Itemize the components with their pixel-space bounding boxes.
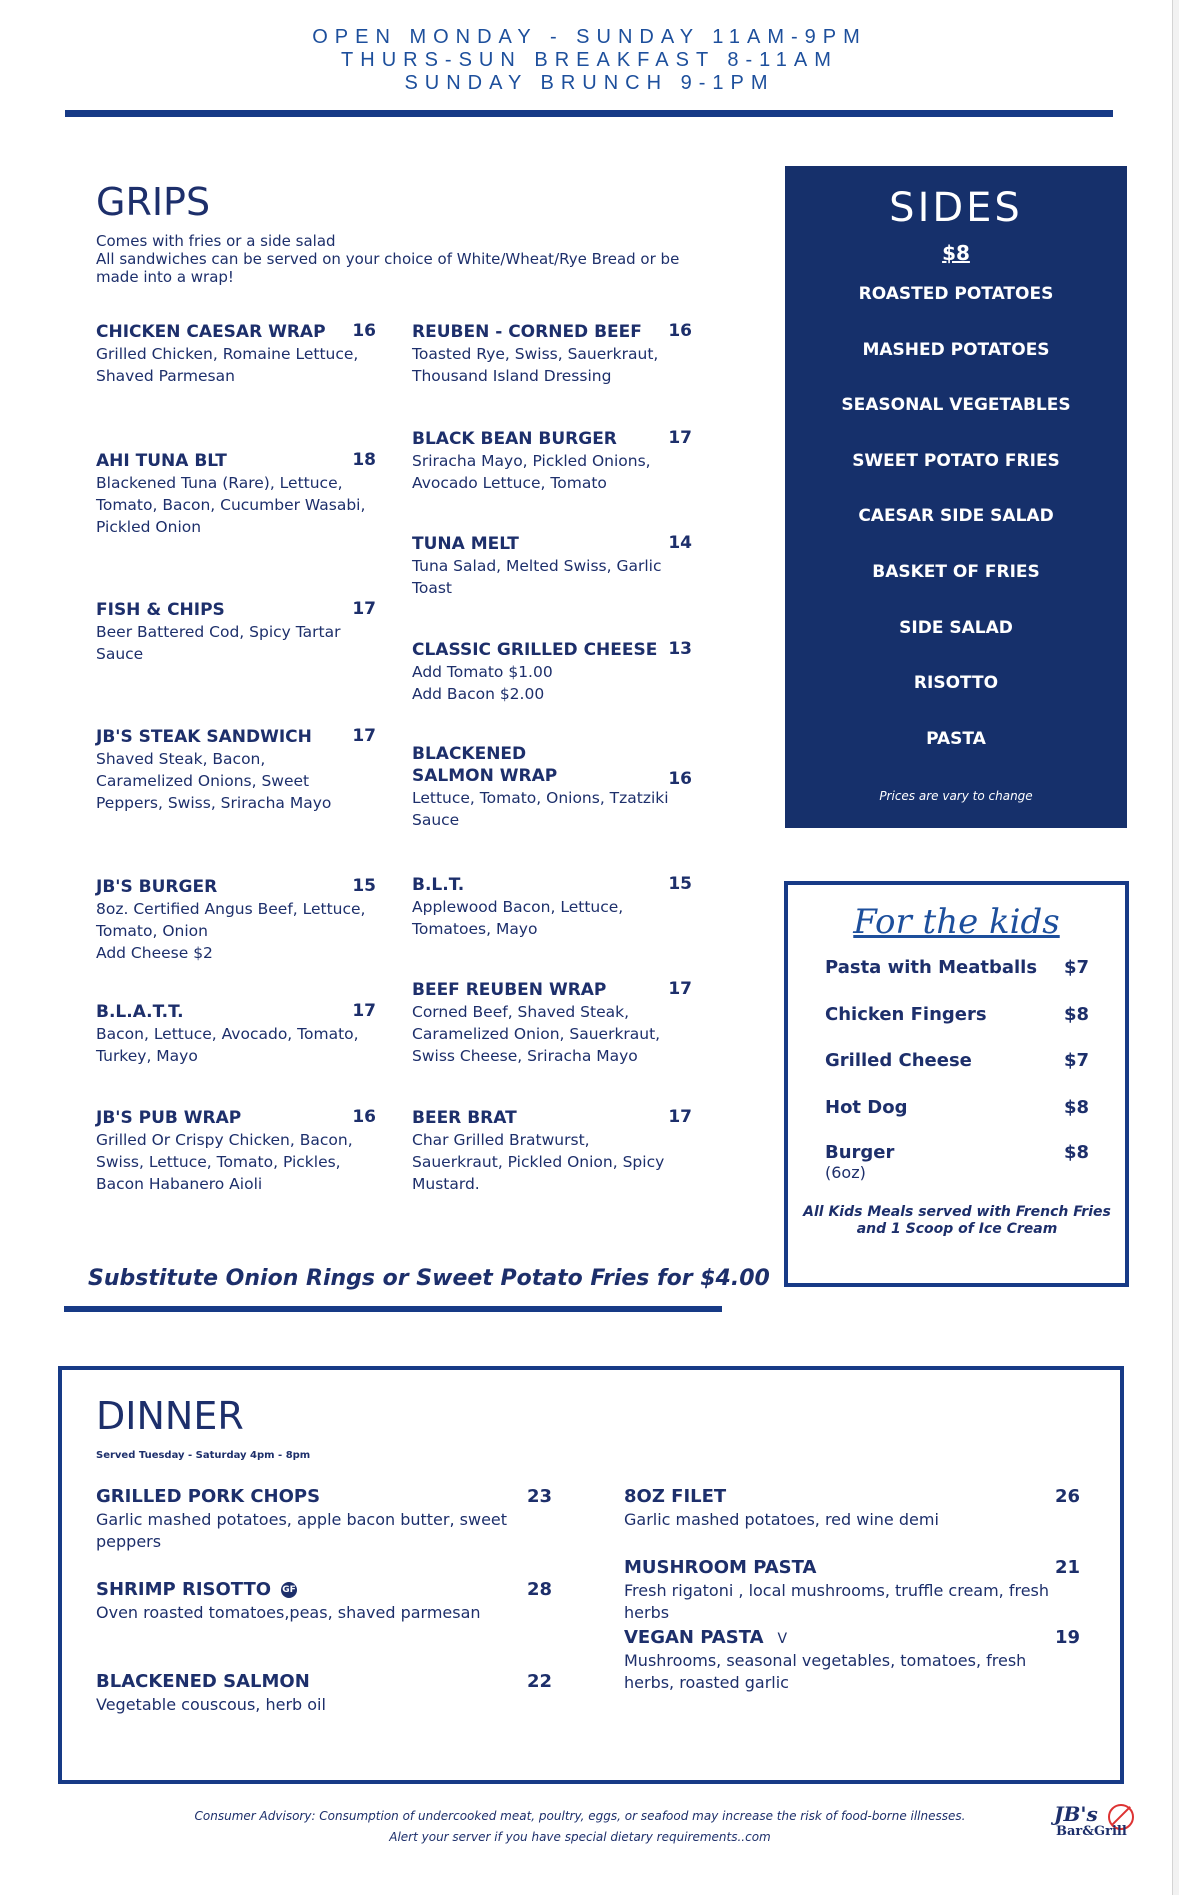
menu-item — [412, 1107, 692, 1195]
kids-item — [825, 957, 1089, 978]
item-name: SHRIMP RISOTTO — [96, 1579, 272, 1600]
item-name: FISH & CHIPS — [96, 600, 225, 620]
item-price: 18 — [352, 450, 376, 470]
kids-panel — [784, 881, 1129, 1287]
item-name: BLACKENED SALMON — [96, 1671, 310, 1692]
side-item: SWEET POTATO FRIES — [852, 450, 1060, 471]
gluten-free-icon: GF — [281, 1582, 297, 1598]
item-price: 22 — [526, 1671, 552, 1692]
dinner-item — [96, 1671, 552, 1716]
kids-item — [825, 1097, 1089, 1118]
kids-item — [825, 1050, 1089, 1071]
item-name: JB'S PUB WRAP — [96, 1108, 242, 1128]
item-price: 15 — [352, 876, 376, 896]
item-price: 16 — [668, 321, 692, 341]
menu-item — [96, 599, 376, 665]
kids-item-sub: (6oz) — [825, 1163, 866, 1182]
dinner-item — [624, 1627, 1080, 1694]
item-description: Mushrooms, seasonal vegetables, tomatoes, fresh herbs, roasted garlic — [624, 1651, 1027, 1692]
logo-subtext: Bar&Grill — [1056, 1824, 1127, 1839]
side-item: SEASONAL VEGETABLES — [841, 395, 1071, 416]
header-divider — [65, 110, 1113, 117]
sides-title: SIDES — [889, 185, 1023, 231]
menu-item — [412, 533, 692, 599]
side-item: PASTA — [926, 728, 986, 749]
menu-item — [96, 450, 376, 538]
kids-item-name: Grilled Cheese — [825, 1050, 972, 1071]
item-price: 17 — [352, 599, 376, 619]
dinner-item — [96, 1486, 552, 1553]
item-description: Toasted Rye, Swiss, Sauerkraut, Thousand Island Dressing — [412, 345, 659, 385]
item-price: 16 — [352, 1107, 376, 1127]
item-description: Beer Battered Cod, Spicy Tartar Sauce — [96, 623, 341, 663]
item-description: Sriracha Mayo, Pickled Onions, Avocado Lettuce, Tomato — [412, 452, 651, 492]
item-description: Grilled Chicken, Romaine Lettuce, Shaved Parmesan — [96, 345, 359, 385]
dinner-item — [624, 1486, 1080, 1531]
item-price: 13 — [668, 639, 692, 659]
item-name: CLASSIC GRILLED CHEESE — [412, 640, 658, 660]
item-price: 28 — [526, 1579, 552, 1600]
kids-item-name: Burger — [825, 1142, 895, 1163]
item-description: Blackened Tuna (Rare), Lettuce, Tomato, Bacon, Cucumber Wasabi, Pickled Onion — [96, 474, 366, 536]
item-name: AHI TUNA BLT — [96, 451, 227, 471]
menu-item — [412, 743, 692, 831]
side-item: RISOTTO — [913, 673, 999, 694]
substitute-note: Substitute Onion Rings or Sweet Potato Fries for $4.00 — [88, 1266, 770, 1291]
menu-item — [96, 726, 376, 814]
item-description: Shaved Steak, Bacon, Caramelized Onions, Sweet Peppers, Swiss, Sriracha Mayo — [96, 750, 332, 812]
hours-line-3: SUNDAY BRUNCH 9-1PM — [404, 72, 775, 94]
kids-item-price: $8 — [1063, 1142, 1089, 1163]
kids-item-price: $7 — [1063, 1050, 1089, 1071]
item-price: 17 — [668, 1107, 692, 1127]
dinner-item — [96, 1579, 552, 1624]
consumer-advisory — [180, 1806, 980, 1848]
item-price: 23 — [526, 1486, 552, 1507]
item-name: BLACK BEAN BURGER — [412, 429, 617, 449]
item-extra: Add Cheese $2 — [96, 944, 213, 962]
sides-price: $8 — [942, 241, 970, 265]
menu-item — [412, 321, 692, 387]
item-price: 17 — [668, 428, 692, 448]
item-description: Oven roasted tomatoes,peas, shaved parmesan — [96, 1603, 481, 1622]
item-description: Corned Beef, Shaved Steak, Caramelized Onion, Sauerkraut, Swiss Cheese, Sriracha Mayo — [412, 1003, 661, 1065]
sides-list — [785, 284, 1127, 784]
grips-intro-line-2: All sandwiches can be served on your choice of White/Wheat/Rye Bread or be made into a wrap! — [96, 250, 680, 286]
item-description: Garlic mashed potatoes, red wine demi — [624, 1510, 939, 1529]
item-name: CHICKEN CAESAR WRAP — [96, 322, 326, 342]
menu-item — [96, 1107, 376, 1195]
kids-item-price: $8 — [1063, 1004, 1089, 1025]
advisory-line-2: Alert your server if you have special dietary requirements..com — [389, 1830, 771, 1844]
item-name: BEEF REUBEN WRAP — [412, 980, 607, 1000]
menu-item — [412, 428, 692, 494]
item-price: 16 — [352, 321, 376, 341]
item-price: 26 — [1054, 1486, 1080, 1507]
kids-item-name: Chicken Fingers — [825, 1004, 987, 1025]
side-item: SIDE SALAD — [899, 617, 1013, 638]
hours-line-2: THURS-SUN BREAKFAST 8-11AM — [341, 49, 838, 71]
side-item: CAESAR SIDE SALAD — [858, 506, 1054, 527]
dinner-panel — [58, 1366, 1124, 1784]
grips-divider — [64, 1306, 722, 1312]
item-name: VEGAN PASTA — [624, 1627, 764, 1648]
dinner-subtitle: Served Tuesday - Saturday 4pm - 8pm — [96, 1450, 311, 1461]
item-price: 17 — [668, 979, 692, 999]
menu-item — [412, 979, 692, 1067]
menu-item — [412, 639, 692, 705]
grips-title: GRIPS — [96, 180, 211, 224]
kids-item — [825, 1004, 1089, 1025]
dinner-item — [624, 1557, 1080, 1624]
item-description: Char Grilled Bratwurst, Sauerkraut, Pickled Onion, Spicy Mustard. — [412, 1131, 665, 1193]
item-name: GRILLED PORK CHOPS — [96, 1486, 321, 1507]
item-description: Bacon, Lettuce, Avocado, Tomato, Turkey, Mayo — [96, 1025, 359, 1065]
item-description: Tuna Salad, Melted Swiss, Garlic Toast — [412, 557, 662, 597]
menu-item — [96, 1001, 376, 1067]
item-description: Vegetable couscous, herb oil — [96, 1695, 326, 1714]
item-price: 21 — [1054, 1557, 1080, 1578]
item-name: B.L.T. — [412, 875, 465, 895]
dinner-title: DINNER — [96, 1394, 244, 1438]
kids-item-price: $8 — [1063, 1097, 1089, 1118]
side-item: MASHED POTATOES — [862, 339, 1050, 360]
item-name: BEER BRAT — [412, 1108, 517, 1128]
kids-item — [825, 1142, 1089, 1182]
kids-note: All Kids Meals served with French Fries and 1 Scoop of Ice Cream — [803, 1204, 1111, 1237]
side-item: ROASTED POTATOES — [858, 284, 1054, 304]
sides-note: Prices are vary to change — [879, 789, 1033, 803]
kids-item-name: Hot Dog — [825, 1097, 908, 1118]
jbs-logo — [1050, 1800, 1140, 1848]
side-item: BASKET OF FRIES — [872, 561, 1040, 582]
item-price: 14 — [668, 533, 692, 553]
grips-intro — [96, 232, 696, 286]
item-price: 19 — [1054, 1627, 1080, 1648]
item-price: 16 — [668, 769, 692, 789]
item-extra: Add Bacon $2.00 — [412, 685, 545, 703]
kids-item-price: $7 — [1063, 957, 1089, 978]
item-description: 8oz. Certified Angus Beef, Lettuce, Tomato, Onion — [96, 900, 366, 940]
menu-item — [96, 876, 376, 964]
logo-text: JB's — [1054, 1802, 1098, 1826]
item-name: TUNA MELT — [412, 534, 519, 554]
kids-title: For the kids — [853, 902, 1060, 942]
item-description: Fresh rigatoni , local mushrooms, truffle cream, fresh herbs — [624, 1581, 1050, 1622]
item-name-row — [96, 1579, 552, 1600]
item-description: Applewood Bacon, Lettuce, Tomatoes, Mayo — [412, 898, 624, 938]
item-name: BLACKENED SALMON WRAP — [412, 744, 558, 786]
item-price: 17 — [352, 1001, 376, 1021]
item-name: JB'S STEAK SANDWICH — [96, 727, 312, 747]
item-description: Garlic mashed potatoes, apple bacon butter, sweet peppers — [96, 1510, 508, 1551]
grips-intro-line-1: Comes with fries or a side salad — [96, 232, 336, 250]
item-description: Add Tomato $1.00 — [412, 663, 553, 681]
menu-item — [412, 874, 692, 940]
item-price: 15 — [668, 874, 692, 894]
advisory-line-1: Consumer Advisory: Consumption of undercooked meat, poultry, eggs, or seafood may increase the risk of food-borne illnesses. — [194, 1809, 966, 1823]
item-name: MUSHROOM PASTA — [624, 1557, 817, 1578]
item-name-row — [624, 1627, 1080, 1648]
item-name: REUBEN - CORNED BEEF — [412, 322, 642, 342]
menu-item — [96, 321, 376, 387]
item-name: B.L.A.T.T. — [96, 1002, 184, 1022]
kids-item-name: Pasta with Meatballs — [825, 957, 1038, 978]
item-price: 17 — [352, 726, 376, 746]
hours-line-1: OPEN MONDAY - SUNDAY 11AM-9PM — [312, 26, 867, 48]
item-name: JB'S BURGER — [96, 877, 218, 897]
vegan-icon: V — [777, 1631, 788, 1647]
item-description: Lettuce, Tomato, Onions, Tzatziki Sauce — [412, 789, 669, 829]
item-name: 8OZ FILET — [624, 1486, 727, 1507]
sides-panel — [785, 166, 1127, 828]
item-description: Grilled Or Crispy Chicken, Bacon, Swiss, Lettuce, Tomato, Pickles, Bacon Habanero Aioli — [96, 1131, 353, 1193]
